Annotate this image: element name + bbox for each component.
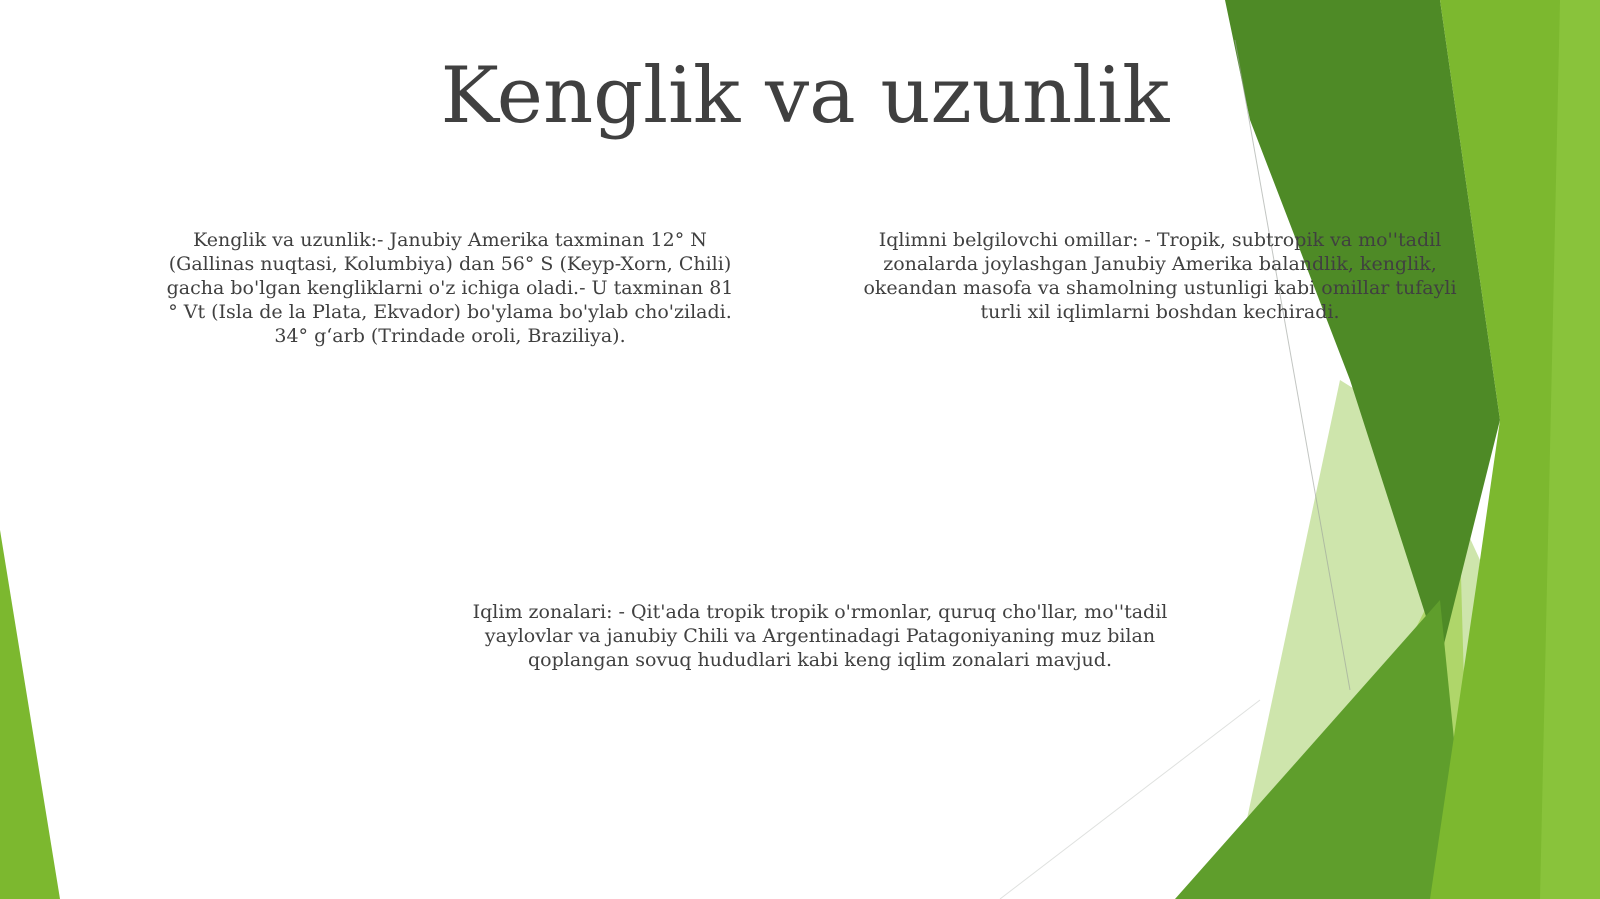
climate-zones-text: Iqlim zonalari: - Qit'ada tropik tropik o'rmonlar, quruq cho'llar, mo''tadil yaylovlar va janubiy Chili va Argentinadagi Patagoniyaning muz bilan qoplangan sovuq hududlari kabi keng iqlim zonalari mavjud. [472,601,1168,671]
slide-title: Kenglik va uzunlik [440,51,1170,141]
latitude-longitude-text: Kenglik va uzunlik:- Janubiy Amerika taxminan 12° N (Gallinas nuqtasi, Kolumbiya) dan 56° S (Keyp-Xorn, Chili) gacha bo'lgan kengliklarni o'z ichiga oladi.- U taxminan 81 ° Vt (Isla de la Plata, Ekvador) bo'ylama bo'ylab cho'ziladi. 34° g‘arb (Trindade oroli, Braziliya). [166,229,734,347]
left-green-facet [0,530,60,899]
climate-factors-text: Iqlimni belgilovchi omillar: - Tropik, subtropik va mo''tadil zonalarda joylashgan Janubiy Amerika balandlik, kenglik, okeandan masofa va shamolning ustunligi kabi omillar tufayli turli xil iqlimlarni boshdan kechiradi. [863,229,1457,323]
